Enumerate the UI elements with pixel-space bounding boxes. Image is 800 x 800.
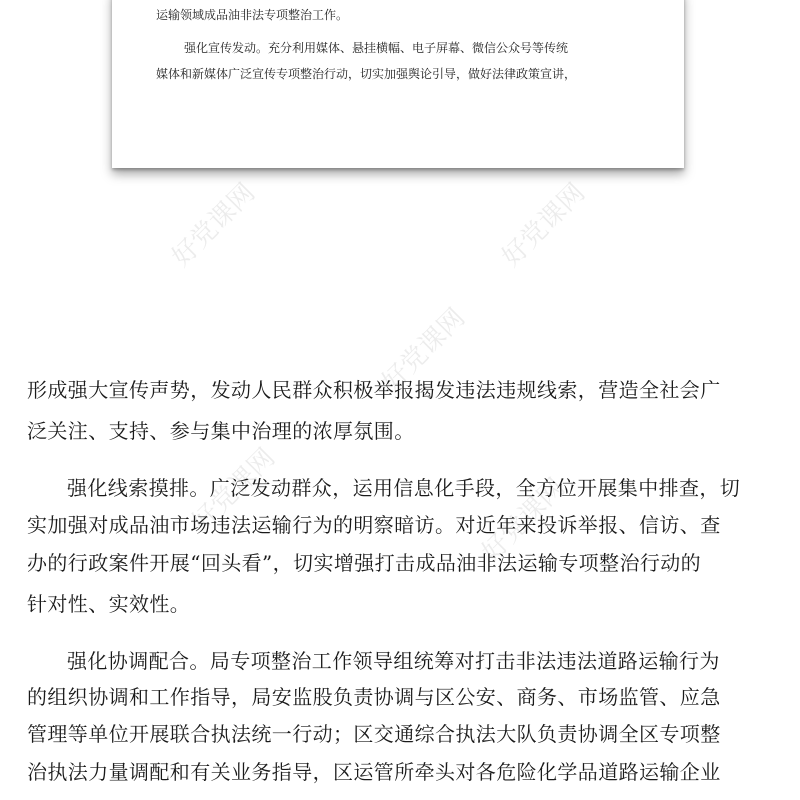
watermark: 好党课网 xyxy=(166,177,262,273)
card-line: 媒体和新媒体广泛宣传专项整治行动，切实加强舆论引导，做好法律政策宣讲， xyxy=(156,67,577,81)
body-line: 形成强大宣传声势，发动人民群众积极举报揭发违法违规线索，营造全社会广 xyxy=(27,378,721,402)
card-line: 强化宣传发动。充分利用媒体、悬挂横幅、电子屏幕、微信公众号等传统 xyxy=(184,41,569,55)
watermark: 好党课网 xyxy=(376,302,472,398)
body-line: 泛关注、支持、参与集中治理的浓厚氛围。 xyxy=(27,419,415,443)
document-image-card xyxy=(112,0,684,168)
body-line: 实加强对成品油市场违法运输行为的明察暗访。对近年来投诉举报、信访、查 xyxy=(27,513,721,537)
watermark: 好党课网 xyxy=(186,442,282,538)
body-line: 办的行政案件开展“回头看”，切实增强打击成品油非法运输专项整治行动的 xyxy=(27,551,702,575)
watermark: 好党课网 xyxy=(496,177,592,273)
body-line: 的组织协调和工作指导，局安监股负责协调与区公安、商务、市场监管、应急 xyxy=(27,685,721,709)
body-line: 强化协调配合。局专项整治工作领导组统筹对打击非法违法道路运输行为 xyxy=(67,649,720,673)
body-line: 治执法力量调配和有关业务指导，区运管所牵头对各危险化学品道路运输企业 xyxy=(27,760,721,784)
card-line: 运输领域成品油非法专项整治工作。 xyxy=(156,8,349,22)
body-line: 针对性、实效性。 xyxy=(27,592,191,616)
watermark: 好党课网 xyxy=(476,472,572,568)
body-line: 强化线索摸排。广泛发动群众，运用信息化手段，全方位开展集中排查，切 xyxy=(67,476,741,500)
body-line: 管理等单位开展联合执法统一行动；区交通综合执法大队负责协调全区专项整 xyxy=(27,722,721,746)
